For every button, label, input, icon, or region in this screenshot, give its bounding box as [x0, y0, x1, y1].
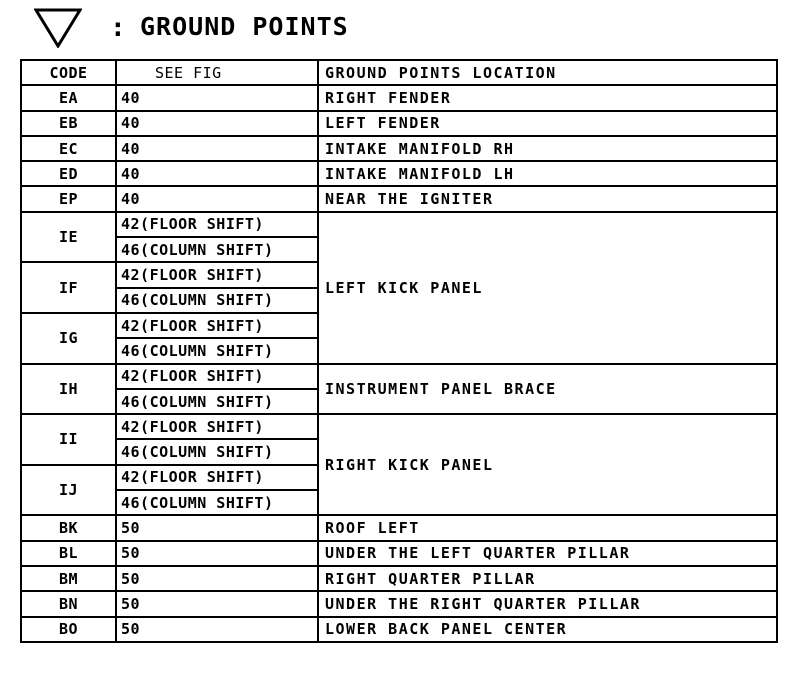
ground-location: UNDER THE RIGHT QUARTER PILLAR [318, 591, 777, 616]
table-header-row [21, 60, 777, 85]
table-row [21, 566, 777, 591]
ground-code: ED [21, 161, 116, 186]
ground-code: BK [21, 515, 116, 540]
table-row [21, 515, 777, 540]
ground-code: II [21, 414, 116, 465]
ground-location: RIGHT FENDER [318, 85, 777, 110]
ground-code: IF [21, 262, 116, 313]
table-row [21, 414, 777, 439]
see-fig: 46(COLUMN SHIFT) [116, 288, 318, 313]
see-fig: 50 [116, 541, 318, 566]
ground-location: NEAR THE IGNITER [318, 186, 777, 211]
see-fig: 50 [116, 617, 318, 642]
see-fig: 50 [116, 591, 318, 616]
see-fig: 40 [116, 111, 318, 136]
ground-points-table [20, 59, 778, 643]
ground-location: INSTRUMENT PANEL BRACE [318, 364, 777, 415]
ground-code: IG [21, 313, 116, 364]
see-fig: 46(COLUMN SHIFT) [116, 490, 318, 515]
see-fig: 40 [116, 161, 318, 186]
see-fig: 50 [116, 566, 318, 591]
table-row [21, 212, 777, 237]
ground-location: LEFT KICK PANEL [318, 212, 777, 364]
see-fig: 40 [116, 186, 318, 211]
ground-code: BM [21, 566, 116, 591]
table-row [21, 364, 777, 389]
page-title: GROUND POINTS [140, 12, 349, 41]
table-row [21, 541, 777, 566]
ground-code: IJ [21, 465, 116, 516]
see-fig: 42(FLOOR SHIFT) [116, 212, 318, 237]
ground-location: RIGHT KICK PANEL [318, 414, 777, 515]
table-row [21, 591, 777, 616]
table-row [21, 161, 777, 186]
header-code: CODE [21, 60, 116, 85]
ground-code: EB [21, 111, 116, 136]
see-fig: 46(COLUMN SHIFT) [116, 237, 318, 262]
see-fig: 42(FLOOR SHIFT) [116, 313, 318, 338]
table-row [21, 617, 777, 642]
ground-location: LOWER BACK PANEL CENTER [318, 617, 777, 642]
see-fig: 42(FLOOR SHIFT) [116, 414, 318, 439]
ground-code: BL [21, 541, 116, 566]
header-location: GROUND POINTS LOCATION [318, 60, 777, 85]
see-fig: 40 [116, 85, 318, 110]
page-header [0, 0, 800, 56]
ground-location: LEFT FENDER [318, 111, 777, 136]
see-fig: 42(FLOOR SHIFT) [116, 465, 318, 490]
see-fig: 46(COLUMN SHIFT) [116, 338, 318, 363]
ground-location: INTAKE MANIFOLD RH [318, 136, 777, 161]
see-fig: 46(COLUMN SHIFT) [116, 389, 318, 414]
ground-code: IE [21, 212, 116, 263]
ground-triangle-icon [34, 8, 82, 48]
ground-location: UNDER THE LEFT QUARTER PILLAR [318, 541, 777, 566]
see-fig: 42(FLOOR SHIFT) [116, 364, 318, 389]
see-fig: 42(FLOOR SHIFT) [116, 262, 318, 287]
ground-location: RIGHT QUARTER PILLAR [318, 566, 777, 591]
title-colon: : [110, 13, 126, 43]
table-row [21, 85, 777, 110]
see-fig: 46(COLUMN SHIFT) [116, 439, 318, 464]
ground-location: ROOF LEFT [318, 515, 777, 540]
ground-code: EA [21, 85, 116, 110]
see-fig: 50 [116, 515, 318, 540]
see-fig: 40 [116, 136, 318, 161]
ground-code: BO [21, 617, 116, 642]
table-row [21, 111, 777, 136]
ground-code: EP [21, 186, 116, 211]
ground-code: IH [21, 364, 116, 415]
ground-location: INTAKE MANIFOLD LH [318, 161, 777, 186]
ground-code: EC [21, 136, 116, 161]
table-row [21, 186, 777, 211]
header-see-fig: SEE FIG [116, 60, 318, 85]
ground-code: BN [21, 591, 116, 616]
table-row [21, 136, 777, 161]
